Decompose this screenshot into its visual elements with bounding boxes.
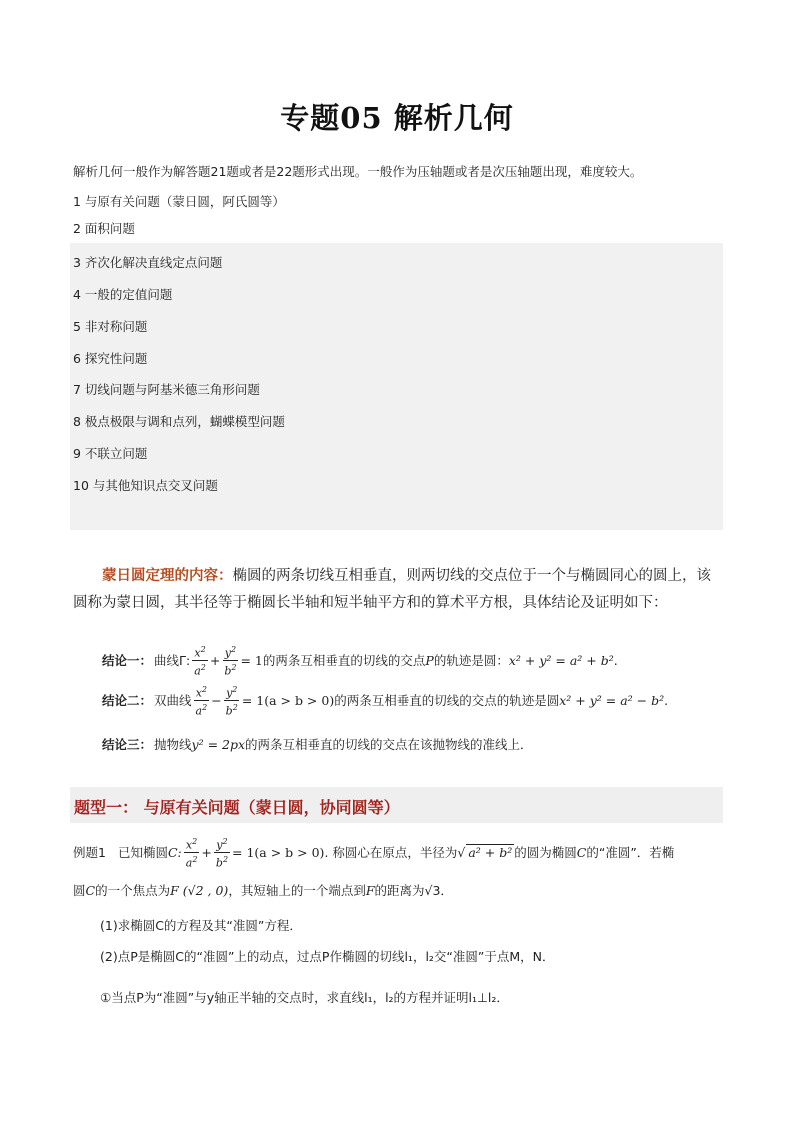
conclusion-pre: 抛物线 xyxy=(154,737,192,752)
conclusion-1: 结论一： 曲线Γ: $\frac{x^2}{a^2}$ + $\frac{y^2}{b^2}$ = 1 的两条互相垂直的切线的交点 P 的轨迹是圆： x² + y² = a² + b² . xyxy=(102,645,618,678)
example-text: 已知椭圆 xyxy=(117,845,168,861)
list-item: 6 探究性问题 xyxy=(73,351,148,366)
list-item: 3 齐次化解决直线定点问题 xyxy=(73,255,223,270)
fraction-y2-b2: $\frac{y^2}{b^2}$ xyxy=(225,685,238,718)
equation-tail: = 1 xyxy=(240,652,263,668)
list-item: 7 切线问题与阿基米德三角形问题 xyxy=(73,382,260,397)
curve-name: C xyxy=(576,844,587,860)
conclusion-post: 的两条互相垂直的切线的交点的轨迹是圆 xyxy=(334,693,560,709)
theorem-body: 椭圆的两条切线互相垂直，则两切线的交点位于一个与椭圆同心的圆上，该圆称为蒙日圆，其半径等于椭圆长半轴和短半轴平方和的算术平方根，具体结论及证明如下： xyxy=(73,568,711,611)
fraction-x2-a2: $\frac{x^2}{a^2}$ xyxy=(195,685,208,718)
example-line-2 xyxy=(73,881,453,899)
conclusion-label: 结论一： xyxy=(102,653,153,669)
example-text: 圆 xyxy=(73,883,86,898)
equation-tail: = 1(a > b > 0) xyxy=(241,692,335,708)
example-text: ，其短轴上的一个端点到 xyxy=(228,883,366,898)
list-item: 10 与其他知识点交叉问题 xyxy=(73,478,218,493)
conclusion-2: 结论二： 双曲线 $\frac{x^2}{a^2}$ − $\frac{y^2}{b^2}$ = 1(a > b > 0) 的两条互相垂直的切线的交点的轨迹是圆 x² + y² = a² − b² . xyxy=(102,685,669,718)
page-title: 专题05 解析几何 xyxy=(280,101,514,135)
conclusion-post: 的两条互相垂直的切线的交点在该抛物线的准线上． xyxy=(245,737,533,752)
theorem-paragraph xyxy=(73,563,725,617)
list-item: 4 一般的定值问题 xyxy=(73,287,173,302)
conclusion-end: . xyxy=(664,692,669,708)
condition: = 1(a > b > 0) xyxy=(232,844,325,860)
conclusion-pre: 曲线Γ: xyxy=(154,653,191,669)
parabola-equation: y² = 2px xyxy=(191,736,246,752)
list-item: 2 面积问题 xyxy=(73,221,135,236)
conclusion-post: 的两条互相垂直的切线的交点 xyxy=(262,653,426,669)
curve-label: C: xyxy=(167,844,182,860)
example-line-1: 例题1 已知椭圆 C: $\frac{x^2}{a^2}$ + $\frac{y^2}{b^2}$ = 1(a > b > 0) . 称圆心在原点，半径为 √ a² + b² 的圆为椭圆 C 的“准圆”．若椭 xyxy=(73,837,675,870)
list-item: 5 非对称问题 xyxy=(73,319,148,334)
section-title: 题型一： 与原有关问题（蒙日圆，协同圆等） xyxy=(74,798,400,817)
point-label: P xyxy=(425,652,434,668)
radical-icon: √ xyxy=(457,844,466,860)
fraction-x2-a2: $\frac{x^2}{a^2}$ xyxy=(185,837,198,870)
conclusion-label: 结论三： xyxy=(102,737,153,752)
example-label: 例题1 xyxy=(73,845,106,861)
intro-text: 解析几何一般作为解答题21题或者是22题形式出现。一般作为压轴题或者是次压轴题出现，难度较大。 xyxy=(73,164,643,179)
conclusion-pre: 双曲线 xyxy=(154,693,192,709)
focus-coordinates: F (√2 , 0) xyxy=(170,882,229,898)
example-text: 的圆为椭圆 xyxy=(514,845,577,861)
conclusion-3 xyxy=(102,735,533,753)
list-item: 1 与原有关问题（蒙日圆，阿氏圆等） xyxy=(73,194,285,209)
fraction-y2-b2: $\frac{y^2}{b^2}$ xyxy=(224,645,237,678)
fraction-x2-a2: $\frac{x^2}{a^2}$ xyxy=(194,645,206,678)
fraction-y2-b2: $\frac{y^2}{b^2}$ xyxy=(215,837,229,870)
question-1: (1)求椭圆C的方程及其“准圆”方程． xyxy=(100,918,302,933)
conclusion-label: 结论二： xyxy=(102,693,153,709)
example-text: 的一个焦点为 xyxy=(95,883,171,898)
question-2a: ①当点P为“准圆”与y轴正半轴的交点时，求直线l₁，l₂的方程并证明l₁⊥l₂． xyxy=(100,990,509,1005)
example-text: 的“准圆”．若椭 xyxy=(586,845,675,861)
conclusion-result: x² + y² = a² + b² xyxy=(508,652,614,668)
conclusion-result: x² + y² = a² − b² xyxy=(559,692,665,708)
list-item: 9 不联立问题 xyxy=(73,446,148,461)
question-2: (2)点P是椭圆C的“准圆”上的动点，过点P作椭圆的切线l₁，l₂交“准圆”于点M，N． xyxy=(100,949,555,964)
example-text: . 称圆心在原点，半径为 xyxy=(324,845,458,861)
radius-expression: a² + b² xyxy=(468,845,513,861)
conclusion-post2: 的轨迹是圆： xyxy=(433,653,509,669)
list-item: 8 极点极限与调和点列，蝴蝶模型问题 xyxy=(73,414,285,429)
curve-name: C xyxy=(85,882,96,898)
focus-name: F xyxy=(365,882,375,898)
theorem-lead: 蒙日圆定理的内容： xyxy=(102,568,233,584)
example-text: 的距离为√3． xyxy=(374,883,453,898)
conclusion-end: . xyxy=(613,652,618,668)
